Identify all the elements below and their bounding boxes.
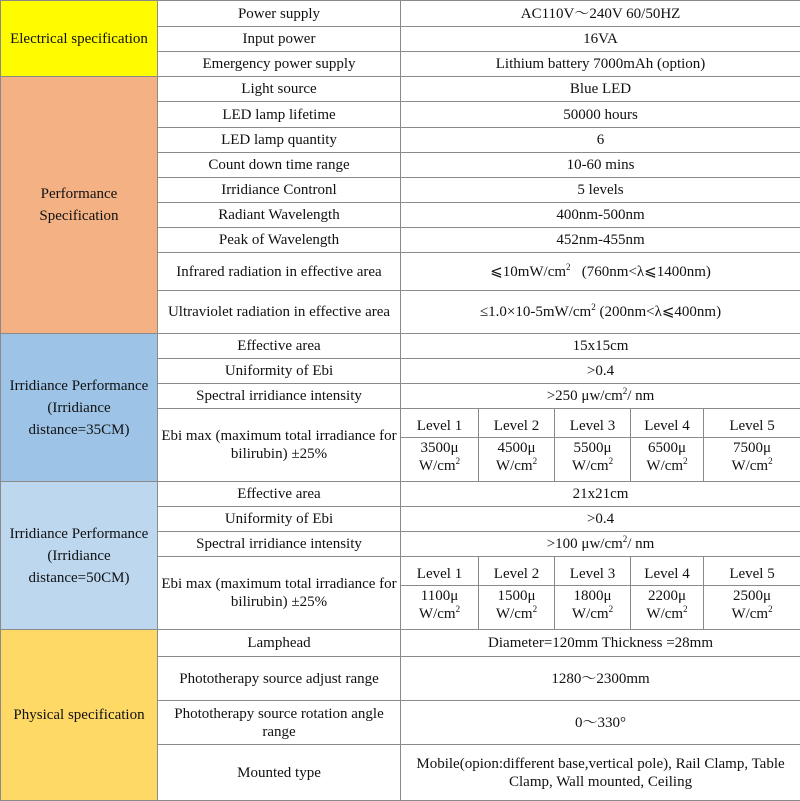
row-value bbox=[401, 253, 800, 291]
row-value: 0～330° bbox=[401, 701, 800, 745]
row-label: Spectral irridiance intensity bbox=[158, 384, 401, 409]
level-value bbox=[403, 438, 476, 475]
row-label: Lamphead bbox=[158, 630, 401, 657]
row-value: 16VA bbox=[401, 27, 800, 52]
level-value bbox=[706, 438, 798, 475]
level-value bbox=[481, 586, 552, 623]
level-number: 1100μ bbox=[421, 588, 459, 604]
level-number: 4500μ bbox=[497, 440, 535, 456]
row-label: Radiant Wavelength bbox=[158, 203, 401, 228]
level-unit: W/cm bbox=[731, 606, 768, 622]
superscript: 2 bbox=[683, 456, 688, 466]
row-label: Peak of Wavelength bbox=[158, 228, 401, 253]
level-cell bbox=[631, 557, 704, 630]
row-label: LED lamp lifetime bbox=[158, 102, 401, 128]
row-value: >0.4 bbox=[401, 507, 800, 532]
level-label: Level 2 bbox=[479, 564, 554, 586]
level-unit: W/cm bbox=[419, 458, 456, 474]
level-cell bbox=[555, 409, 631, 482]
table-row bbox=[1, 1, 800, 27]
row-value: 10-60 mins bbox=[401, 153, 800, 178]
level-cell bbox=[631, 409, 704, 482]
row-label: Spectral irridiance intensity bbox=[158, 532, 401, 557]
value-text: ⩽10mW/cm bbox=[490, 264, 566, 280]
row-value: >0.4 bbox=[401, 359, 800, 384]
row-value bbox=[401, 384, 800, 409]
category-physical: Physical specification bbox=[1, 630, 158, 801]
row-label: Ebi max (maximum total irradiance for bilirubin) ±25% bbox=[158, 409, 401, 482]
level-cell bbox=[401, 409, 479, 482]
value-text: >100 μw/cm bbox=[547, 536, 623, 552]
level-number: 6500μ bbox=[648, 440, 686, 456]
level-unit: W/cm bbox=[646, 606, 683, 622]
level-value bbox=[557, 438, 628, 475]
level-value bbox=[706, 586, 798, 623]
level-unit: W/cm bbox=[731, 458, 768, 474]
table-row bbox=[1, 630, 800, 657]
level-value bbox=[403, 586, 476, 623]
row-value: 6 bbox=[401, 128, 800, 153]
level-unit: W/cm bbox=[646, 458, 683, 474]
row-value: 50000 hours bbox=[401, 102, 800, 128]
row-label: Phototherapy source rotation angle range bbox=[158, 701, 401, 745]
level-label: Level 5 bbox=[704, 564, 800, 586]
level-label: Level 5 bbox=[704, 416, 800, 438]
row-label: Uniformity of Ebi bbox=[158, 507, 401, 532]
row-label: Emergency power supply bbox=[158, 52, 401, 77]
level-unit: W/cm bbox=[572, 606, 609, 622]
category-electrical: Electrical specification bbox=[1, 1, 158, 77]
row-label: Light source bbox=[158, 77, 401, 102]
level-value bbox=[633, 586, 701, 623]
category-irr35: Irridiance Performance (Irridiance distance=35CM) bbox=[1, 334, 158, 482]
row-label: Input power bbox=[158, 27, 401, 52]
level-label: Level 4 bbox=[631, 416, 703, 438]
level-label: Level 3 bbox=[555, 416, 630, 438]
level-value bbox=[633, 438, 701, 475]
category-irr50: Irridiance Performance (Irridiance distance=50CM) bbox=[1, 482, 158, 630]
level-cell bbox=[704, 409, 800, 482]
level-number: 5500μ bbox=[573, 440, 611, 456]
row-value: 1280～2300mm bbox=[401, 657, 800, 701]
superscript: 2 bbox=[456, 604, 461, 614]
row-label: Mounted type bbox=[158, 745, 401, 801]
superscript: 2 bbox=[768, 456, 773, 466]
superscript: 2 bbox=[566, 262, 571, 272]
level-number: 1800μ bbox=[573, 588, 611, 604]
row-value: Mobile(opion:different base,vertical pole), Rail Clamp, Table Clamp, Wall mounted, Ceiling bbox=[401, 745, 800, 801]
row-value: AC110V～240V 60/50HZ bbox=[401, 1, 800, 27]
level-number: 2200μ bbox=[648, 588, 686, 604]
level-number: 1500μ bbox=[497, 588, 535, 604]
superscript: 2 bbox=[683, 604, 688, 614]
level-unit: W/cm bbox=[572, 458, 609, 474]
value-text: (200nm<λ⩽400nm) bbox=[596, 304, 721, 320]
superscript: 2 bbox=[623, 534, 628, 544]
table-row bbox=[1, 334, 800, 359]
row-value: 5 levels bbox=[401, 178, 800, 203]
level-label: Level 2 bbox=[479, 416, 554, 438]
row-value: Blue LED bbox=[401, 77, 800, 102]
level-label: Level 3 bbox=[555, 564, 630, 586]
row-label: Phototherapy source adjust range bbox=[158, 657, 401, 701]
value-text: ≤1.0×10-5mW/cm bbox=[480, 304, 591, 320]
row-label: Uniformity of Ebi bbox=[158, 359, 401, 384]
level-number: 7500μ bbox=[733, 440, 771, 456]
row-label: Ebi max (maximum total irradiance for bilirubin) ±25% bbox=[158, 557, 401, 630]
row-label: Effective area bbox=[158, 334, 401, 359]
row-label: Effective area bbox=[158, 482, 401, 507]
superscript: 2 bbox=[768, 604, 773, 614]
level-unit: W/cm bbox=[496, 606, 533, 622]
level-unit: W/cm bbox=[496, 458, 533, 474]
superscript: 2 bbox=[533, 604, 538, 614]
row-value: 400nm-500nm bbox=[401, 203, 800, 228]
level-unit: W/cm bbox=[419, 606, 456, 622]
level-cell bbox=[479, 557, 555, 630]
level-label: Level 1 bbox=[401, 564, 478, 586]
superscript: 2 bbox=[609, 604, 614, 614]
level-value bbox=[557, 586, 628, 623]
level-number: 2500μ bbox=[733, 588, 771, 604]
row-value: Diameter=120mm Thickness =28mm bbox=[401, 630, 800, 657]
row-label: Ultraviolet radiation in effective area bbox=[158, 291, 401, 334]
table-row bbox=[1, 482, 800, 507]
category-performance: Performance Specification bbox=[1, 77, 158, 334]
level-label: Level 4 bbox=[631, 564, 703, 586]
superscript: 2 bbox=[456, 456, 461, 466]
row-value: 21x21cm bbox=[401, 482, 800, 507]
row-value bbox=[401, 532, 800, 557]
superscript: 2 bbox=[533, 456, 538, 466]
row-value: Lithium battery 7000mAh (option) bbox=[401, 52, 800, 77]
row-label: Count down time range bbox=[158, 153, 401, 178]
row-label: Power supply bbox=[158, 1, 401, 27]
value-text: / nm bbox=[627, 388, 654, 404]
value-text: / nm bbox=[627, 536, 654, 552]
row-label: Irridiance Contronl bbox=[158, 178, 401, 203]
row-value: 15x15cm bbox=[401, 334, 800, 359]
row-label: LED lamp quantity bbox=[158, 128, 401, 153]
superscript: 2 bbox=[609, 456, 614, 466]
superscript: 2 bbox=[591, 302, 596, 312]
level-cell bbox=[401, 557, 479, 630]
table-row bbox=[1, 77, 800, 102]
value-text: (760nm<λ⩽1400nm) bbox=[571, 264, 711, 280]
superscript: 2 bbox=[623, 386, 628, 396]
row-value: 452nm-455nm bbox=[401, 228, 800, 253]
level-cell bbox=[704, 557, 800, 630]
level-cell bbox=[479, 409, 555, 482]
level-label: Level 1 bbox=[401, 416, 478, 438]
row-label: Infrared radiation in effective area bbox=[158, 253, 401, 291]
row-value bbox=[401, 291, 800, 334]
value-text: >250 μw/cm bbox=[547, 388, 623, 404]
level-value bbox=[481, 438, 552, 475]
level-number: 3500μ bbox=[420, 440, 458, 456]
level-cell bbox=[555, 557, 631, 630]
